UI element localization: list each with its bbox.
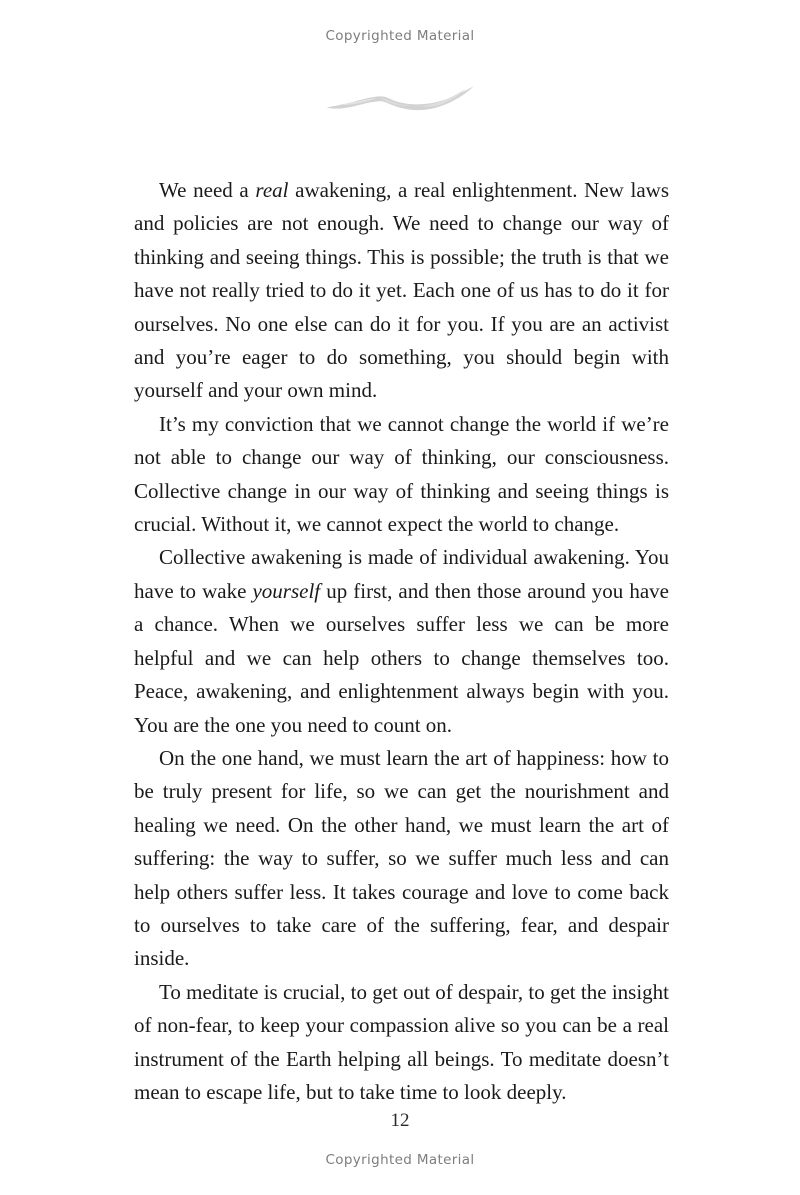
para-5-run-1: To meditate is crucial, to get out of despair, to get the insight of non-fear, to keep your compassion alive so you can be a real instrument of the Earth helping all beings. To meditate doesn’t mean to escape life, but to take time to look deeply.	[134, 979, 669, 1104]
paragraph-5	[134, 976, 669, 1110]
para-3-run-3: up first, and then those around you have a chance. When we ourselves suffer less we can be more helpful and we can help others to change themselves too. Peace, awakening, and enlightenment always begin with you. You are the one you need to count on.	[134, 578, 669, 737]
brush-stroke-icon	[325, 85, 475, 117]
para-1-run-3: awakening, a real enlightenment. New laws and policies are not enough. We need to change our way of thinking and seeing things. This is possible; the truth is that we have not really tried to do it yet. Each one of us has to do it for ourselves. No one else can do it for you. If you are an activist and you’re eager to do something, you should begin with yourself and your own mind.	[134, 178, 669, 403]
para-1-emphasis-real: real	[255, 178, 289, 202]
brush-stroke-ornament	[0, 80, 800, 122]
para-4-run-1: On the one hand, we must learn the art of happiness: how to be truly present for life, so we can get the nourishment and healing we need. On the other hand, we must learn the art of suffering: the way to suffer, so we suffer much less and can help others suffer less. It takes courage and love to come back to ourselves to take care of the suffering, fear, and despair inside.	[134, 745, 669, 971]
para-1-run-1: We need a	[159, 178, 256, 202]
paragraph-1	[134, 174, 669, 408]
paragraph-4	[134, 742, 669, 976]
copyrighted-material-header: Copyrighted Material	[325, 28, 475, 44]
paragraph-3	[134, 541, 669, 741]
para-3-run-1: Collective awakening is made of individual awakening. You have to wake	[134, 545, 669, 603]
copyrighted-material-footer: Copyrighted Material	[325, 1152, 475, 1168]
page-number: 12	[390, 1110, 410, 1131]
para-3-emphasis-yourself: yourself	[252, 578, 321, 603]
paragraph-2	[134, 408, 669, 542]
para-2-run-1: It’s my conviction that we cannot change the world if we’re not able to change our way of thinking, our consciousness. Collective change in our way of thinking and seeing things is crucial. Without it, we cannot expect the world to change.	[134, 411, 669, 537]
body-text	[134, 174, 669, 1109]
